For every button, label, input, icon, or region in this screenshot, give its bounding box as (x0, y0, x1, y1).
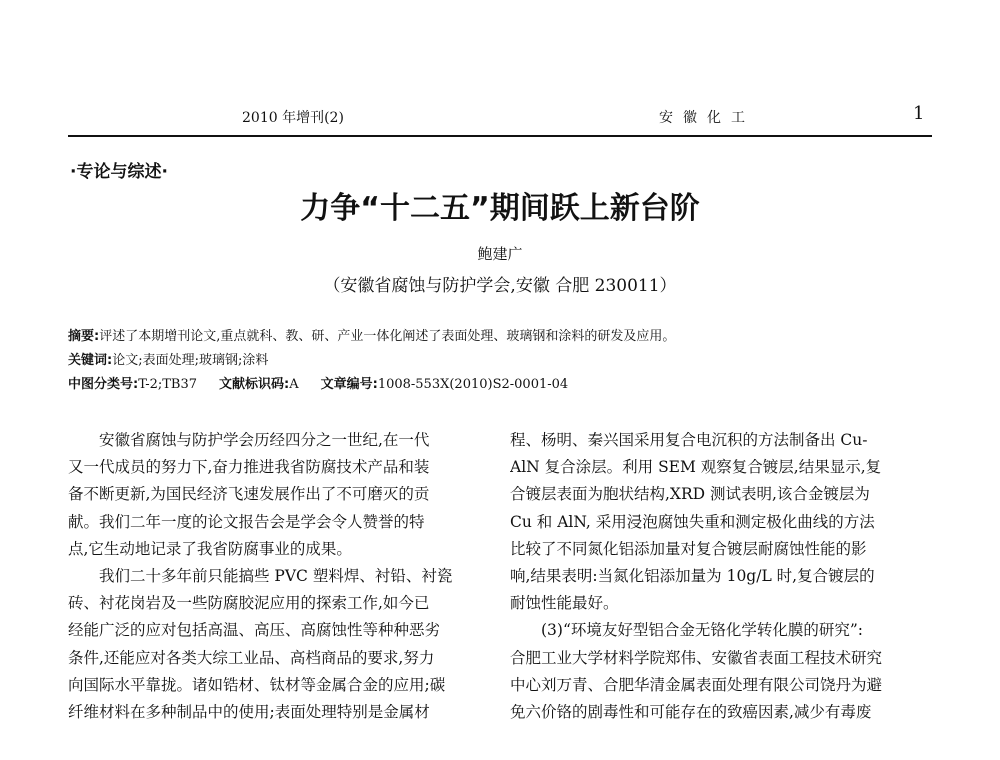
body-line: 向国际水平靠拢。诸如锆材、钛材等金属合金的应用;碳 (68, 675, 446, 694)
abstract-text: 评述了本期增刊论文,重点就科、教、研、产业一体化阐述了表面处理、玻璃钢和涂料的研发及应用。 (99, 329, 676, 344)
doc-code-value: A (289, 377, 299, 392)
affiliation: （安徽省腐蚀与防护学会,安徽 合肥 230011） (323, 276, 677, 296)
body-line: 砖、衬花岗岩及一些防腐胶泥应用的探索工作,如今已 (68, 594, 430, 613)
article-title: 力争“十二五”期间跃上新台阶 (300, 191, 700, 226)
body-line: 我们二十多年前只能搞些 PVC 塑料焊、衬铅、衬瓷 (68, 567, 453, 586)
header-page-number: 1 (913, 103, 925, 124)
column-tag: ·专论与综述· (70, 162, 168, 182)
body-column-right (510, 427, 935, 726)
abstract-label: 摘要: (68, 329, 100, 344)
body-line: 合肥工业大学材料学院郑伟、安徽省表面工程技术研究 (510, 648, 883, 667)
clc-label: 中图分类号: (68, 377, 139, 392)
header-journal-name: 安徽化工 (659, 110, 755, 126)
doc-code-label: 文献标识码: (219, 377, 290, 392)
body-line: 比较了不同氮化铝添加量对复合镀层耐腐蚀性能的影 (510, 539, 867, 558)
article-no-label: 文章编号: (320, 377, 378, 392)
body-line: 纤维材料在多种制品中的使用;表面处理特别是金属材 (68, 703, 430, 722)
body-line: (3)“环境友好型铝合金无铬化学转化膜的研究”: (510, 621, 864, 640)
body-line: 又一代成员的努力下,奋力推进我省防腐技术产品和装 (68, 458, 430, 477)
classification-line (68, 373, 568, 392)
author: 鲍建广 (477, 245, 523, 263)
body-line: 经能广泛的应对包括高温、高压、高腐蚀性等种种恶劣 (68, 621, 441, 640)
body-line: 条件,还能应对各类大综工业品、高档商品的要求,努力 (68, 648, 435, 667)
article-no-value: 1008-553X(2010)S2-0001-04 (377, 377, 569, 392)
body-line: 程、杨明、秦兴国采用复合电沉积的方法制备出 Cu- (510, 431, 868, 449)
body-line: Cu 和 AlN, 采用浸泡腐蚀失重和测定极化曲线的方法 (510, 512, 875, 531)
body-line: AlN 复合涂层。利用 SEM 观察复合镀层,结果显示,复 (510, 458, 882, 477)
keywords (68, 349, 268, 368)
body-line: 备不断更新,为国民经济飞速发展作出了不可磨灭的贡 (68, 485, 430, 504)
body-line: 响,结果表明:当氮化铝添加量为 10g/L 时,复合镀层的 (510, 567, 875, 586)
body-line: 免六价铬的剧毒性和可能存在的致癌因素,减少有毒废 (510, 703, 872, 722)
abstract (68, 325, 675, 344)
body-line: 合镀层表面为胞状结构,XRD 测试表明,该合金镀层为 (510, 485, 870, 504)
body-line: 点,它生动地记录了我省防腐事业的成果。 (68, 539, 352, 558)
body-line: 耐蚀性能最好。 (510, 594, 619, 613)
body-column-left (68, 427, 493, 726)
keywords-label: 关键词: (68, 353, 113, 368)
body-line: 安徽省腐蚀与防护学会历经四分之一世纪,在一代 (68, 431, 430, 449)
body-line: 献。我们二年一度的论文报告会是学会令人赞誉的特 (68, 512, 425, 531)
header-rule (68, 135, 932, 137)
clc-value: T-2;TB37 (138, 377, 198, 392)
keywords-text: 论文;表面处理;玻璃钢;涂料 (112, 353, 269, 368)
header-issue: 2010 年增刊(2) (242, 110, 344, 126)
body-line: 中心刘万青、合肥华清金属表面处理有限公司饶丹为避 (510, 675, 883, 694)
